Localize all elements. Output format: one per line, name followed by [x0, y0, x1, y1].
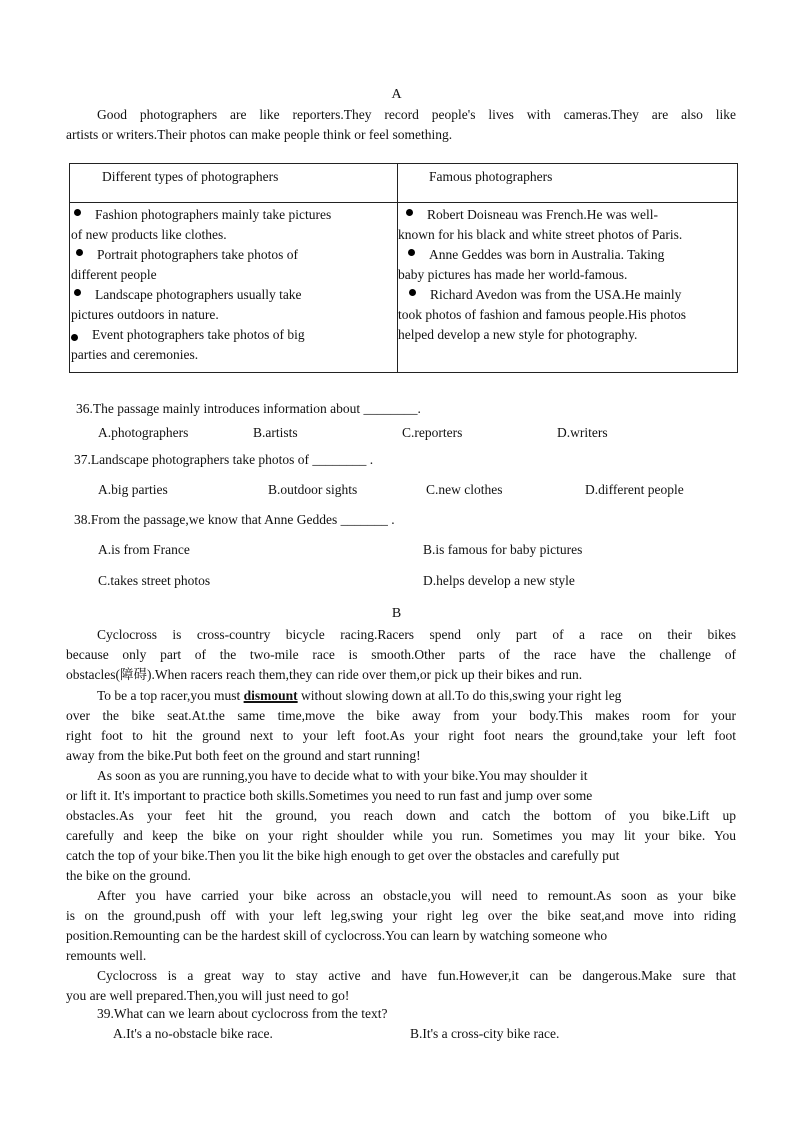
para2-line-1: To be a top racer,you must dismount without slowing down at all.To do this,swing your right leg [97, 688, 622, 703]
para1-line-2: because only part of the two-mile race is smooth.Other parts of the race have the challenge of [66, 647, 736, 662]
question-39-option-b[interactable]: B.It's a cross-city bike race. [410, 1026, 560, 1041]
question-37-stem: 37.Landscape photographers take photos of ________ . [74, 452, 374, 467]
right-cell-line-6: took photos of fashion and famous people.His photos [398, 307, 686, 322]
para3-line-1: As soon as you are running,you have to decide what to with your bike.You may shoulder it [97, 768, 588, 783]
para3-line-3: obstacles.As your feet hit the ground, you reach down and catch the bottom of you bike.Lift up [66, 808, 736, 823]
left-cell-line-4: different people [71, 267, 157, 282]
question-36-option-d[interactable]: D.writers [557, 425, 608, 440]
question-36-option-b[interactable]: B.artists [253, 425, 298, 440]
bullet-icon [76, 249, 83, 256]
question-37-option-c[interactable]: C.new clothes [426, 482, 503, 497]
para2-line-2: over the bike seat.At.the same time,move the bike away from your body.This makes room for your [66, 708, 736, 723]
bullet-icon [71, 334, 78, 341]
right-cell-line-5: Richard Avedon was from the USA.He mainly [409, 285, 681, 305]
para3-line-5: catch the top of your bike.Then you lit the bike high enough to get over the obstacles and carefully put [66, 848, 620, 863]
para4-line-2: is on the ground,push off with your left leg,swing your right leg over the bike seat,and move into riding [66, 908, 736, 923]
question-37-option-b[interactable]: B.outdoor sights [268, 482, 358, 497]
table-header-famous: Famous photographers [429, 169, 553, 184]
question-39-stem: 39.What can we learn about cyclocross from the text? [97, 1006, 388, 1021]
left-cell-line-6: pictures outdoors in nature. [71, 307, 219, 322]
left-cell-line-1: Fashion photographers mainly take pictures [74, 205, 331, 225]
question-37-option-a[interactable]: A.big parties [98, 482, 168, 497]
para5-line-2: you are well prepared.Then,you will just need to go! [66, 988, 350, 1003]
para3-line-2: or lift it. It's important to practice both skills.Sometimes you need to run fast and jump over some [66, 788, 593, 803]
right-cell-line-2: known for his black and white street photos of Paris. [398, 227, 683, 242]
intro-line-1: Good photographers are like reporters.They record people's lives with cameras.They are also like [97, 107, 736, 122]
right-cell-line-4: baby pictures has made her world-famous. [398, 267, 628, 282]
para1-line-1: Cyclocross is cross-country bicycle racing.Racers spend only part of a race on their bikes [97, 627, 736, 642]
photographers-table [69, 163, 738, 373]
question-38-option-d[interactable]: D.helps develop a new style [423, 573, 575, 588]
right-cell-line-3: Anne Geddes was born in Australia. Taking [408, 245, 664, 265]
table-header-divider [70, 202, 737, 203]
question-39-option-a[interactable]: A.It's a no-obstacle bike race. [113, 1026, 273, 1041]
question-38-option-a[interactable]: A.is from France [98, 542, 190, 557]
left-cell-line-3: Portrait photographers take photos of [76, 245, 298, 265]
bullet-icon [409, 289, 416, 296]
intro-line-2: artists or writers.Their photos can make people think or feel something. [66, 127, 453, 142]
para5-line-1: Cyclocross is a great way to stay active and have fun.However,it can be dangerous.Make sure that [97, 968, 736, 983]
bullet-icon [74, 289, 81, 296]
para4-line-1: After you have carried your bike across an obstacle,you will need to remount.As soon as your bike [97, 888, 736, 903]
para4-line-3: position.Remounting can be the hardest skill of cyclocross.You can learn by watching someone who [66, 928, 608, 943]
question-36-stem: 36.The passage mainly introduces information about ________. [76, 401, 421, 416]
right-cell-line-1: Robert Doisneau was French.He was well- [406, 205, 658, 225]
section-a-title: A [391, 87, 402, 102]
question-36-option-a[interactable]: A.photographers [98, 425, 189, 440]
para2-line-4: away from the bike.Put both feet on the ground and start running! [66, 748, 421, 763]
dismount-keyword: dismount [243, 688, 298, 703]
section-b-title: B [391, 606, 402, 621]
left-cell-line-5: Landscape photographers usually take [74, 285, 302, 305]
bullet-icon [408, 249, 415, 256]
question-38-stem: 38.From the passage,we know that Anne Geddes _______ . [74, 512, 395, 527]
left-cell-line-8: parties and ceremonies. [71, 347, 199, 362]
para3-line-4: carefully and keep the bike on your right shoulder while you run. Sometimes you may lit your bike. You [66, 828, 736, 843]
para2-line-3: right foot to hit the ground next to your left foot.As your right foot nears the ground,take your left foot [66, 728, 736, 743]
question-36-option-c[interactable]: C.reporters [402, 425, 463, 440]
para1-line-3: obstacles(障碍).When racers reach them,they can ride over them,or pick up their bikes and run. [66, 667, 583, 682]
table-header-types: Different types of photographers [102, 169, 279, 184]
right-cell-line-7: helped develop a new style for photography. [398, 327, 638, 342]
question-38-option-c[interactable]: C.takes street photos [98, 573, 211, 588]
question-37-option-d[interactable]: D.different people [585, 482, 684, 497]
left-cell-line-2: of new products like clothes. [71, 227, 227, 242]
left-cell-line-7: Event photographers take photos of big [71, 325, 305, 345]
question-38-option-b[interactable]: B.is famous for baby pictures [423, 542, 583, 557]
bullet-icon [406, 209, 413, 216]
para4-line-4: remounts well. [66, 948, 147, 963]
para3-line-6: the bike on the ground. [66, 868, 191, 883]
bullet-icon [74, 209, 81, 216]
